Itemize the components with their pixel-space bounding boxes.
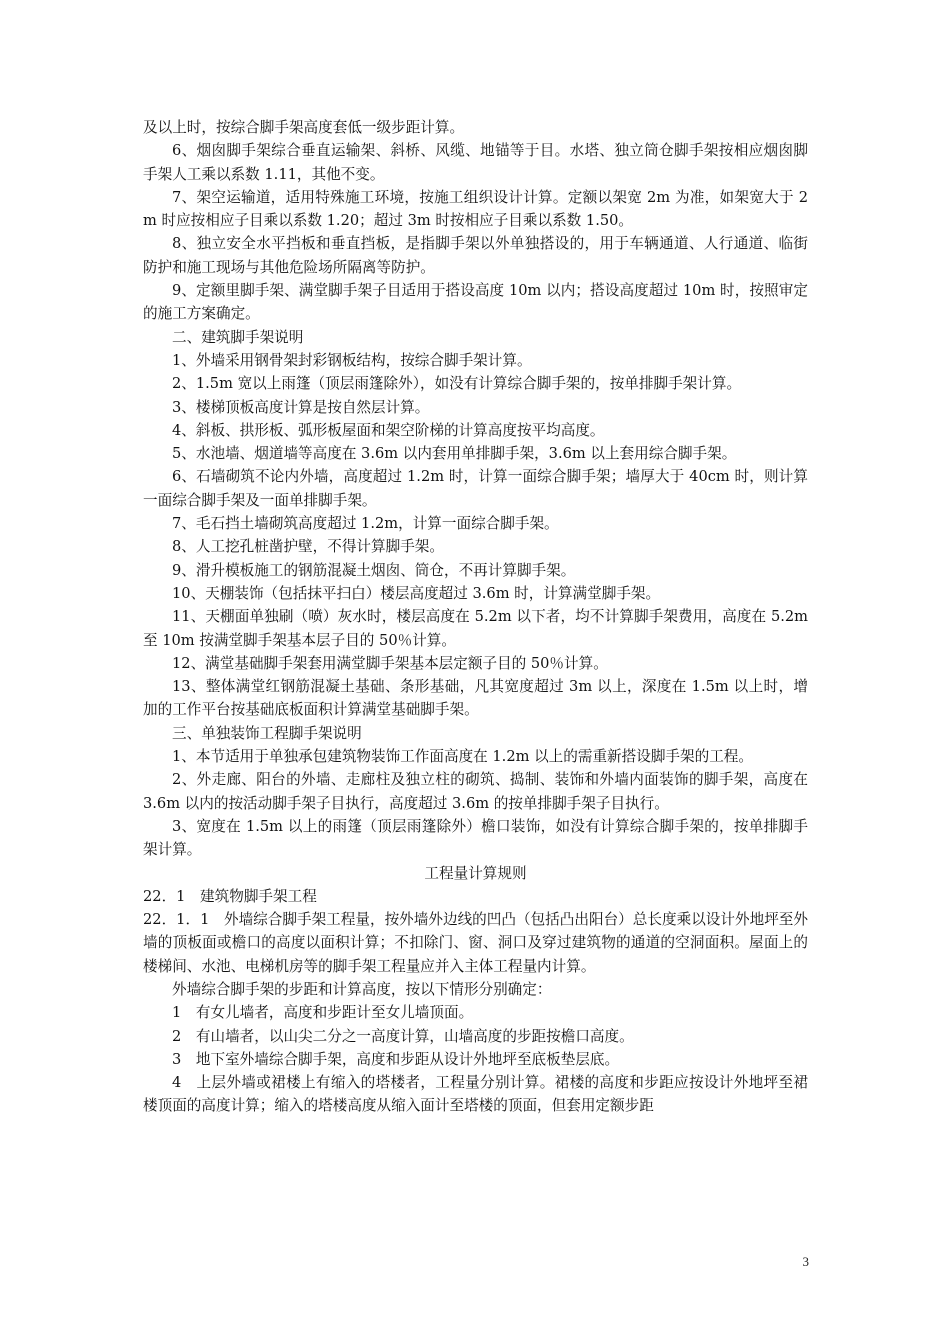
paragraph: 7、毛石挡土墙砌筑高度超过 1.2m，计算一面综合脚手架。 <box>172 515 559 533</box>
section-heading: 工程量计算规则 <box>424 864 527 882</box>
paragraph: 1 有女儿墙者，高度和步距计至女儿墙顶面。 <box>172 1004 474 1022</box>
paragraph: 22．1．1 外墙综合脚手架工程量，按外墙外边线的凹凸（包括凸出阳台）总长度乘以设计外地坪至外墙的顶板面或檐口的高度以面积计算；不扣除门、窗、洞口及穿过建筑物的通道的空洞面积。屋面上的楼梯间、水池、电梯机房等的脚手架工程量应并入主体工程量内计算。 <box>143 911 808 975</box>
paragraph: 12、满堂基础脚手架套用满堂脚手架基本层定额子目的 50％计算。 <box>172 654 608 672</box>
paragraph: 8、人工挖孔桩凿护壁，不得计算脚手架。 <box>172 538 444 556</box>
paragraph: 1、本节适用于单独承包建筑物装饰工作面高度在 1.2m 以上的需重新搭设脚手架的工程。 <box>172 748 753 766</box>
paragraph: 10、天棚装饰（包括抹平扫白）楼层高度超过 3.6m 时，计算满堂脚手架。 <box>172 584 661 602</box>
paragraph: 4、斜板、拱形板、弧形板屋面和架空阶梯的计算高度按平均高度。 <box>172 421 605 439</box>
paragraph: 外墙综合脚手架的步距和计算高度，按以下情形分别确定： <box>172 980 552 998</box>
paragraph: 及以上时，按综合脚手架高度套低一级步距计算。 <box>143 119 465 136</box>
paragraph: 6、烟囱脚手架综合垂直运输架、斜桥、风缆、地锚等于目。水塔、独立筒仓脚手架按相应烟囱脚手架人工乘以系数 1.11，其他不变。 <box>143 142 808 183</box>
paragraph: 6、石墙砌筑不论内外墙，高度超过 1.2m 时，计算一面综合脚手架；墙厚大于 40cm 时，则计算一面综合脚手架及一面单排脚手架。 <box>143 468 808 509</box>
paragraph: 2、外走廊、阳台的外墙、走廊柱及独立柱的砌筑、捣制、装饰和外墙内面装饰的脚手架，高度在 3.6m 以内的按活动脚手架子目执行，高度超过 3.6m 的按单排脚手架子目执行。 <box>143 771 808 812</box>
paragraph: 13、整体满堂红钢筋混凝土基础、条形基础，凡其宽度超过 3m 以上，深度在 1.5m 以上时，增加的工作平台按基础底板面积计算满堂基础脚手架。 <box>143 678 808 719</box>
document-body <box>143 116 808 1118</box>
paragraph: 7、架空运输道，适用特殊施工环境，按施工组织设计计算。定额以架宽 2m 为准，如架宽大于 2m 时应按相应子目乘以系数 1.20；超过 3m 时按相应子目乘以系数 1.50。 <box>143 188 808 230</box>
paragraph: 二、建筑脚手架说明 <box>172 328 304 346</box>
page-number: 3 <box>802 1254 809 1269</box>
paragraph: 9、定额里脚手架、满堂脚手架子目适用于搭设高度 10m 以内；搭设高度超过 10m 时，按照审定的施工方案确定。 <box>143 282 808 323</box>
paragraph: 1、外墙采用钢骨架封彩钢板结构，按综合脚手架计算。 <box>172 351 532 369</box>
paragraph: 9、滑升模板施工的钢筋混凝土烟囱、筒仓，不再计算脚手架。 <box>172 561 576 579</box>
paragraph: 三、单独装饰工程脚手架说明 <box>172 724 362 742</box>
paragraph: 2、1.5m 宽以上雨篷（顶层雨篷除外），如没有计算综合脚手架的，按单排脚手架计算。 <box>172 375 742 393</box>
paragraph: 5、水池墙、烟道墙等高度在 3.6m 以内套用单排脚手架，3.6m 以上套用综合脚手架。 <box>172 445 737 463</box>
paragraph: 8、独立安全水平挡板和垂直挡板，是指脚手架以外单独搭设的，用于车辆通道、人行通道、临街防护和施工现场与其他危险场所隔离等防护。 <box>143 235 808 276</box>
paragraph: 22．1 建筑物脚手架工程 <box>143 887 317 905</box>
paragraph: 3 地下室外墙综合脚手架，高度和步距从设计外地坪至底板垫层底。 <box>172 1050 620 1068</box>
paragraph: 4 上层外墙或裙楼上有缩入的塔楼者，工程量分别计算。裙楼的高度和步距应按设计外地坪至裙楼顶面的高度计算；缩入的塔楼高度从缩入面计至塔楼的顶面，但套用定额步距 <box>143 1074 808 1115</box>
paragraph: 3、宽度在 1.5m 以上的雨篷（顶层雨篷除外）檐口装饰，如没有计算综合脚手架的，按单排脚手架计算。 <box>143 817 808 859</box>
paragraph: 11、天棚面单独刷（喷）灰水时，楼层高度在 5.2m 以下者，均不计算脚手架费用，高度在 5.2m 至 10m 按满堂脚手架基本层子目的 50％计算。 <box>143 608 808 649</box>
paragraph: 3、楼梯顶板高度计算是按自然层计算。 <box>172 398 430 416</box>
paragraph: 2 有山墙者，以山尖二分之一高度计算，山墙高度的步距按檐口高度。 <box>172 1027 634 1045</box>
